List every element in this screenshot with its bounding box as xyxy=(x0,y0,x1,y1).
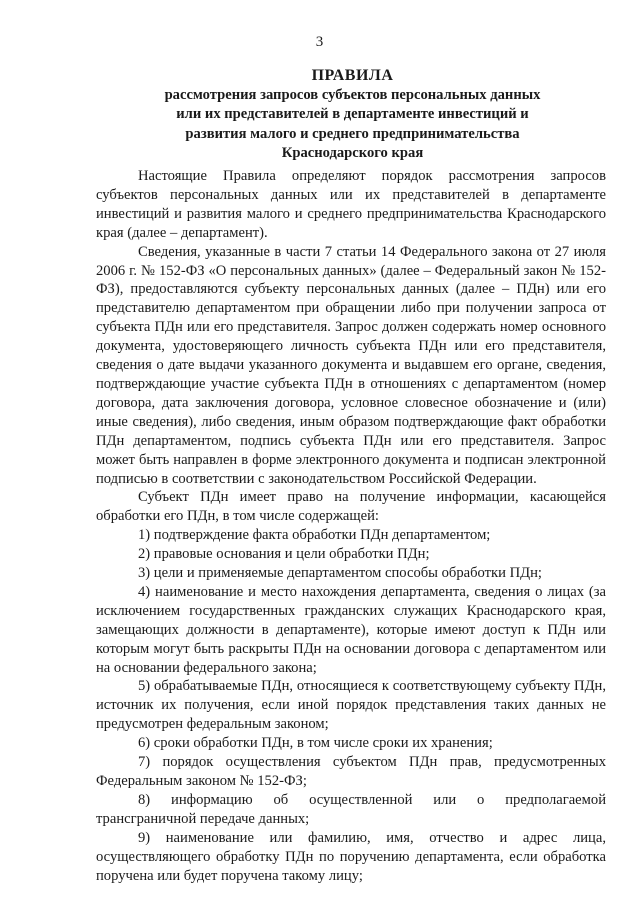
page-number: 3 xyxy=(315,34,324,50)
document-title xyxy=(100,66,605,164)
list-item-7: 7) порядок осуществления субъектом ПДн прав, предусмотренных Федеральным законом № 152-ФЗ; xyxy=(96,754,606,789)
list-item-1: 1) подтверждение факта обработки ПДн департаментом; xyxy=(138,527,491,544)
paragraph-rights: Субъект ПДн имеет право на получение информации, касающейся обработки его ПДн, в том числе содержащей: xyxy=(96,489,606,525)
list-item-5: 5) обрабатываемые ПДн, относящиеся к соответствующему субъекту ПДн, источник их получения, если иной порядок представления таких данных не предусмотрен федеральным законом; xyxy=(96,678,606,733)
title-main: ПРАВИЛА xyxy=(311,67,394,84)
list-item-3: 3) цели и применяемые департаментом способы обработки ПДн; xyxy=(138,565,542,582)
document-body xyxy=(96,167,606,885)
list-item-6: 6) сроки обработки ПДн, в том числе сроки их хранения; xyxy=(138,735,493,752)
list-item-8: 8) информацию об осуществленной или о предполагаемой трансграничной передаче данных; xyxy=(96,791,606,827)
paragraph-information: Сведения, указанные в части 7 статьи 14 Федерального закона от 27 июля 2006 г. № 152-ФЗ «О персональных данных» (далее – Федеральный закон № 152-ФЗ), предоставляются субъекту персональных данных (далее – ПДн) или его представителю департаментом при обращении либо при получении запроса от субъекта ПДн или его представителя. Запрос должен содержать номер основного документа, удостоверяющего личность субъекта ПДн или его представителя, сведения о дате выдачи указанного документа и выдавшем его органе, сведения, подтверждающие участие субъекта ПДн в отношениях с департаментом (номер договора, дата заключения договора, условное словесное обозначение и (или) иные сведения), либо сведения, иным образом подтверждающие факт обработки ПДн департаментом, подпись субъекта ПДн или его представителя. Запрос может быть направлен в форме электронного документа и подписан электронной подписью в соответствии с законодательством Российской Федерации. xyxy=(96,243,606,487)
list-item-4: 4) наименование и место нахождения департамента, сведения о лицах (за исключением государственных гражданских служащих Краснодарского края, замещающих должности в департаменте), которые имеют доступ к ПДн или которым могут быть раскрыты ПДн на основании договора с департаментом или на основании федерального закона; xyxy=(96,583,606,676)
title-line-4: Краснодарского края xyxy=(281,145,424,161)
title-line-2: или их представителей в департаменте инвестиций и xyxy=(176,106,529,122)
title-line-1: рассмотрения запросов субъектов персональных данных xyxy=(164,86,541,103)
paragraph-intro: Настоящие Правила определяют порядок рассмотрения запросов субъектов персональных данных или их представителей в департаменте инвестиций и развития малого и среднего предпринимательства Краснодарского края (далее – департамент). xyxy=(96,168,606,241)
list-item-2: 2) правовые основания и цели обработки ПДн; xyxy=(138,546,430,563)
title-line-3: развития малого и среднего предпринимательства xyxy=(185,125,520,142)
list-item-9: 9) наименование или фамилию, имя, отчество и адрес лица, осуществляющего обработку ПДн по поручению департамента, если обработка поручена или будет поручена такому лицу; xyxy=(96,829,606,884)
